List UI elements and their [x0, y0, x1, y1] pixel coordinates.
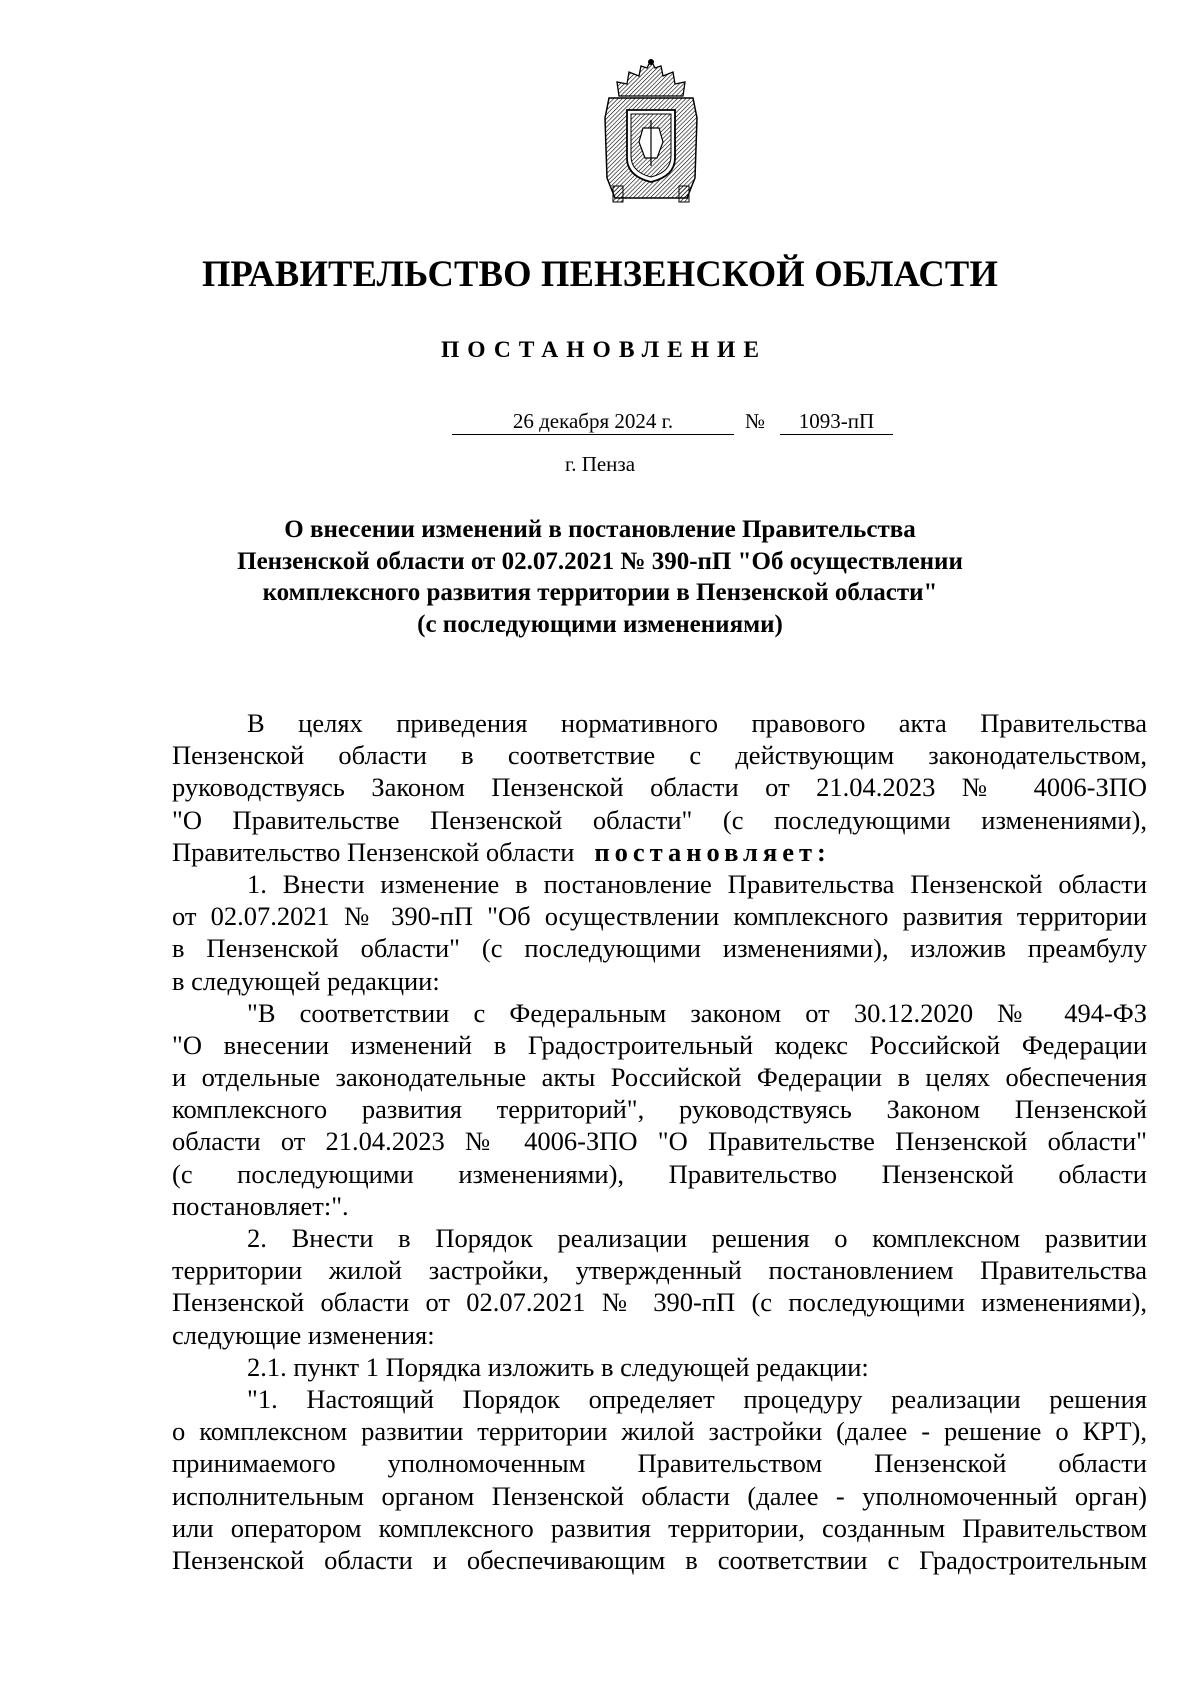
body-line: в Пензенской области" (с последующими изменениями), изложив преамбулу [172, 933, 1147, 964]
document-type: ПОСТАНОВЛЕНИЕ [440, 337, 768, 363]
coat-of-arms-emblem [603, 58, 700, 208]
resolves-word: постановляет: [594, 836, 831, 867]
body-line: 2. Внести в Порядок реализации решения о комплексном развитии [247, 1223, 1147, 1253]
document-number: 1093-пП [780, 408, 893, 435]
body-line: "О внесении изменений в Градостроительный кодекс Российской Федерации [172, 1029, 1147, 1060]
document-subject [200, 514, 1000, 640]
body-line: постановляет:". [172, 1190, 349, 1221]
subject-line: (с последующими изменениями) [417, 610, 783, 638]
document-city: г. Пенза [564, 452, 636, 476]
body-line: В целях приведения нормативного правового акта Правительства [247, 708, 1147, 738]
body-line: о комплексном развитии территории жилой застройки (далее - решение о КРТ), [172, 1416, 1147, 1447]
body-line: или оператором комплексного развития территории, созданным Правительством [172, 1512, 1147, 1543]
body-line: (с последующими изменениями), Правительство Пензенской области [172, 1158, 1147, 1189]
document-body [172, 707, 1147, 1576]
organization-title: ПРАВИТЕЛЬСТВО ПЕНЗЕНСКОЙ ОБЛАСТИ [201, 253, 999, 294]
body-line: области от 21.04.2023 № 4006-ЗПО "О Правительстве Пензенской области" [172, 1126, 1147, 1157]
body-line: комплексного развития территорий", руководствуясь Законом Пензенской [172, 1094, 1147, 1125]
body-line: территории жилой застройки, утвержденный постановлением Правительства [172, 1255, 1147, 1286]
body-line: от 02.07.2021 № 390-пП "Об осуществлении комплексного развития территории [172, 901, 1147, 932]
number-sign: № [745, 409, 766, 433]
subject-line: О внесении изменений в постановление Правительства [284, 516, 916, 543]
body-line: принимаемого уполномоченным Правительством Пензенской области [172, 1448, 1147, 1479]
body-line: 2.1. пункт 1 Порядка изложить в следующей редакции: [247, 1351, 869, 1382]
body-line: "В соответствии с Федеральным законом от 30.12.2020 № 494-ФЗ [247, 997, 1147, 1028]
subject-line: Пензенской области от 02.07.2021 № 390-пП "Об осуществлении [237, 547, 963, 575]
body-line: "О Правительстве Пензенской области" (с последующими изменениями), [172, 804, 1147, 835]
body-line: исполнительным органом Пензенской области (далее - уполномоченный орган) [172, 1480, 1147, 1511]
body-line: и отдельные законодательные акты Российской Федерации в целях обеспечения [172, 1062, 1147, 1093]
body-line: в следующей редакции: [172, 965, 440, 996]
subject-line: комплексного развития территории в Пензенской области" [262, 579, 938, 606]
body-line: руководствуясь Законом Пензенской области от 21.04.2023 № 4006-ЗПО [172, 772, 1147, 803]
body-line: следующие изменения: [172, 1319, 435, 1350]
body-line: Пензенской области в соответствие с действующим законодательством, [172, 740, 1147, 771]
body-line: Пензенской области и обеспечивающим в соответствии с Градостроительным [172, 1544, 1147, 1575]
document-date: 26 декабря 2024 г. [452, 408, 734, 435]
body-line: Правительство Пензенской области [172, 836, 575, 867]
body-line-resolves [172, 836, 1147, 868]
body-line: "1. Настоящий Порядок определяет процедуру реализации решения [247, 1383, 1147, 1414]
body-line: 1. Внести изменение в постановление Правительства Пензенской области [247, 868, 1147, 899]
body-line: Пензенской области от 02.07.2021 № 390-пП (с последующими изменениями), [172, 1287, 1147, 1318]
